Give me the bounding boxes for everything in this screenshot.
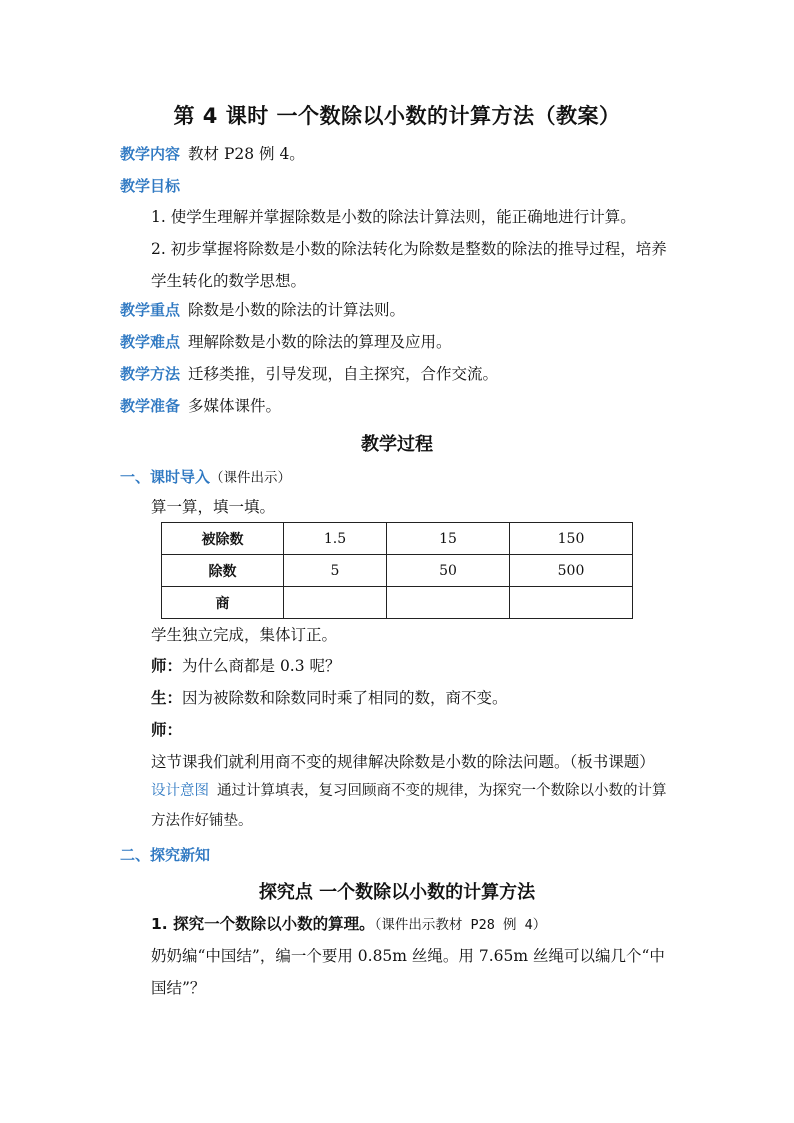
table-cell: 商: [162, 587, 284, 619]
table-cell: 50: [387, 555, 510, 587]
table-cell: 5: [284, 555, 387, 587]
section2-heading: 二、探究新知: [120, 846, 211, 864]
problem-text-line: 奶奶编“中国结”，编一个要用 0.85m 丝绳。用 7.65m 丝绳可以编几个“中国结”？: [151, 947, 665, 997]
section1-heading-text: 一、课时导入: [120, 468, 211, 486]
step1-line: [151, 914, 546, 935]
process-title: 教学过程: [361, 434, 433, 455]
content-line: [120, 144, 305, 164]
section1-note: （课件出示）: [210, 470, 292, 486]
method-line: [120, 364, 498, 384]
table-cell-blank: [387, 587, 510, 619]
goals-label: 教学目标: [120, 177, 181, 195]
student-a-label: 生：: [151, 689, 183, 707]
design-intent-line: [120, 776, 680, 836]
prep-text: 多媒体课件。: [188, 397, 282, 415]
difficulty-line: [120, 332, 452, 352]
fill-in-table: [161, 522, 633, 619]
step1-note: （课件出示教材 P28 例 4）: [374, 917, 547, 933]
table-cell: 150: [510, 523, 633, 555]
goal-item-1: 1. 使学生理解并掌握除数是小数的除法计算法则，能正确地进行计算。: [151, 208, 636, 226]
design-intent: [120, 776, 680, 836]
section1-after: 学生独立完成，集体订正。: [151, 626, 338, 644]
table-cell-blank: [510, 587, 633, 619]
key-point-line: [120, 300, 405, 320]
teacher-b-label: 师：: [151, 721, 183, 739]
method-text: 迁移类推，引导发现，自主探究，合作交流。: [188, 365, 499, 383]
table-cell: 1.5: [284, 523, 387, 555]
prep-line: [120, 396, 281, 416]
table-cell-blank: [284, 587, 387, 619]
content-text: 教材 P28 例 4。: [188, 145, 305, 163]
section1-intro: 算一算，填一填。: [151, 498, 276, 516]
lesson-title: 第 4 课时 一个数除以小数的计算方法（教案）: [173, 104, 621, 128]
section1-heading: [120, 467, 291, 488]
table-cell: 除数: [162, 555, 284, 587]
method-label: 教学方法: [120, 365, 181, 383]
goal-item-2: [120, 233, 680, 297]
student-a-text: 因为被除数和除数同时乘了相同的数，商不变。: [182, 689, 508, 707]
goals-heading: [120, 176, 188, 196]
table-row: [162, 523, 633, 555]
difficulty-text: 理解除数是小数的除法的算理及应用。: [188, 333, 452, 351]
table-cell: 500: [510, 555, 633, 587]
step1-bold: 1. 探究一个数除以小数的算理。: [151, 915, 375, 933]
teacher-q-text: 为什么商都是 0.3 呢？: [182, 657, 341, 675]
teacher-b-text: 这节课我们就利用商不变的规律解决除数是小数的除法问题。（板书课题）: [151, 753, 655, 771]
prep-label: 教学准备: [120, 397, 181, 415]
student-answer: [151, 688, 508, 708]
goal-item-2-text: 2. 初步掌握将除数是小数的除法转化为除数是整数的除法的推导过程，培养学生转化的数学思想。: [151, 240, 667, 290]
table-cell: 被除数: [162, 523, 284, 555]
design-text: 通过计算填表，复习回顾商不变的规律，为探究一个数除以小数的计算方法作好铺垫。: [151, 783, 667, 829]
explore-point-title: 探究点 一个数除以小数的计算方法: [258, 882, 536, 903]
design-label: 设计意图: [151, 783, 209, 799]
table-row: [162, 555, 633, 587]
key-point-text: 除数是小数的除法的计算法则。: [188, 301, 406, 319]
teacher-statement: [120, 714, 680, 778]
teacher-q-label: 师：: [151, 657, 183, 675]
teacher-statement-line: [120, 714, 680, 778]
teacher-question: [151, 656, 341, 676]
difficulty-label: 教学难点: [120, 333, 181, 351]
table-cell: 15: [387, 523, 510, 555]
content-label: 教学内容: [120, 145, 181, 163]
problem-text: [120, 940, 680, 1004]
table-row: [162, 587, 633, 619]
key-point-label: 教学重点: [120, 301, 181, 319]
